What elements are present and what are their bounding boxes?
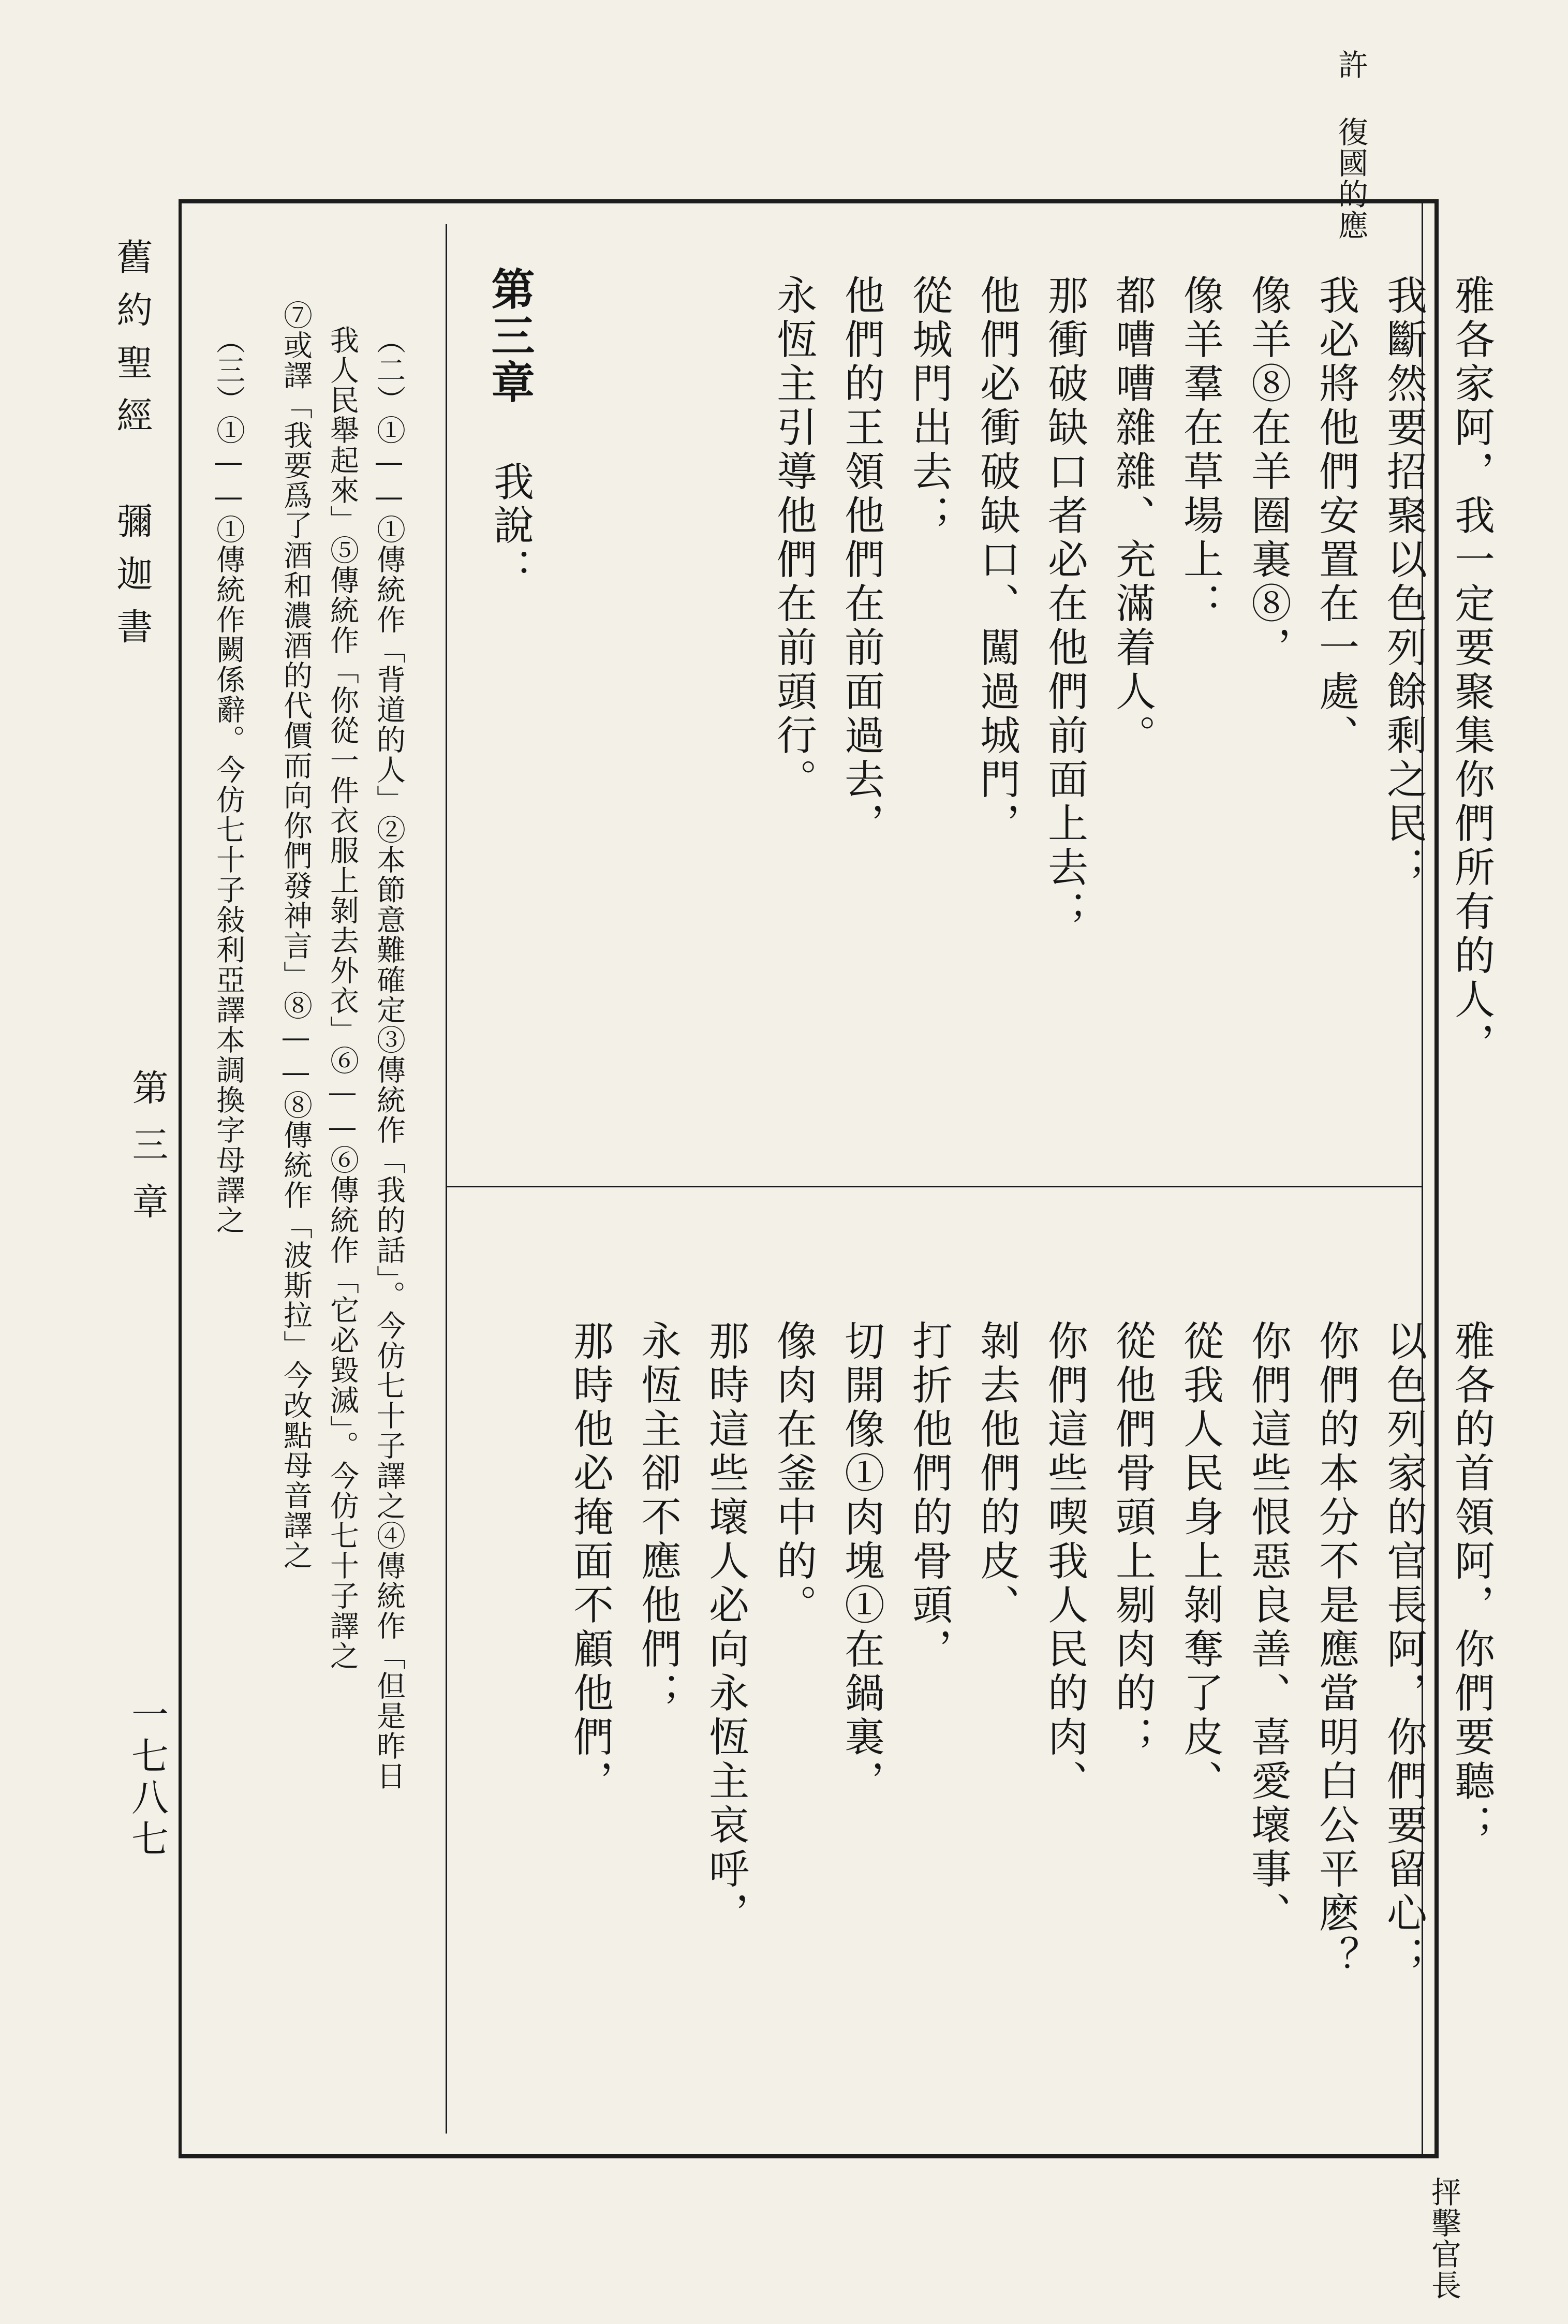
verse-line: 以色列家的官長阿，你們要留心；: [1380, 1320, 1427, 1980]
verse-line: 雅各家阿，我一定要聚集你們所有的人，: [1448, 274, 1495, 1066]
verse-line: 你們的本分不是應當明白公平麽？: [1312, 1320, 1359, 1980]
book-title: 舊約聖經 彌迦書: [111, 238, 153, 660]
verse-line: 你們這些喫我人民的肉、: [1041, 1320, 1088, 1804]
verse-line: 永恆主卻不應他們；: [634, 1320, 681, 1716]
middle-divider: [446, 1186, 1423, 1187]
verse-line: 切開像①肉塊①在鍋裏，: [838, 1320, 884, 1804]
verse-line: 他們的王領他們在前面過去，: [838, 274, 884, 846]
footnote-line: ⑦或譯「我要爲了酒和濃酒的代價而向你們發神言」⑧——⑧傳統作「波斯拉」今改點母音譯之: [279, 300, 313, 1570]
running-head-bottom-text: 抨擊官長: [1426, 2176, 1461, 2301]
chapter-title: 第三章: [484, 267, 536, 406]
verse-line: 那時這些壞人必向永恆主哀呼，: [702, 1320, 749, 1936]
verse-line: 打折他們的骨頭，: [906, 1320, 952, 1672]
running-head-bottom: [1427, 2176, 1460, 2301]
footnote-line: 我人民舉起來」⑤傳統作「你從一件衣服上剝去外衣」⑥——⑥傳統作「它必毀滅」。今仿七十子譯之: [326, 325, 359, 1671]
verse-line: 雅各的首領阿，你們要聽；: [1448, 1320, 1495, 1848]
verse-line: 他們必衝破缺口、闖過城門，: [973, 274, 1020, 846]
verse-line: 從他們骨頭上剔肉的；: [1109, 1320, 1156, 1760]
verses-top: [747, 274, 1495, 1066]
verse-line: 都嘈嘈雜雜、充滿着人。: [1109, 274, 1156, 758]
verse-line: 剝去他們的皮、: [973, 1320, 1020, 1628]
verse-line: 我必將他們安置在一處、: [1312, 274, 1359, 758]
verse-line: 那衝破缺口者必在他們前面上去；: [1041, 274, 1088, 934]
footnote-line: （三）①——①傳統作闕係辭。今仿七十子敍利亞譯本調換字母譯之: [212, 325, 245, 1235]
notes-divider: [446, 224, 447, 2134]
verse-line: 從城門出去；: [906, 274, 952, 538]
verse-line: 像羊羣在草場上：: [1177, 274, 1223, 626]
running-head-top-text: 許 復國的應: [1333, 49, 1368, 241]
verse-line: 永恆主引導他們在前頭行。: [770, 274, 817, 802]
chapter-intro: 我說：: [487, 461, 534, 591]
verse-line: 那時他必掩面不顧他們，: [567, 1320, 613, 1804]
verse-line: 從我人民身上剝奪了皮、: [1177, 1320, 1223, 1804]
chapter-label: 第三章: [126, 1069, 169, 1240]
page-number: 一七八七: [125, 1695, 169, 1861]
verse-line: 像肉在釜中的。: [770, 1320, 817, 1628]
footnote-line: （二）①——①傳統作「背道的人」②本節意難確定③傳統作「我的話」。今仿七十子譯之④傳統作「但是昨日: [372, 325, 406, 1791]
verses-bottom: [544, 1320, 1493, 2096]
verse-line: 你們這些恨惡良善、喜愛壞事、: [1245, 1320, 1291, 1936]
verse-line: 像羊⑧在羊圈裏⑧，: [1245, 274, 1291, 670]
verse-line: 我斷然要招聚以色列餘剩之民；: [1380, 274, 1427, 890]
